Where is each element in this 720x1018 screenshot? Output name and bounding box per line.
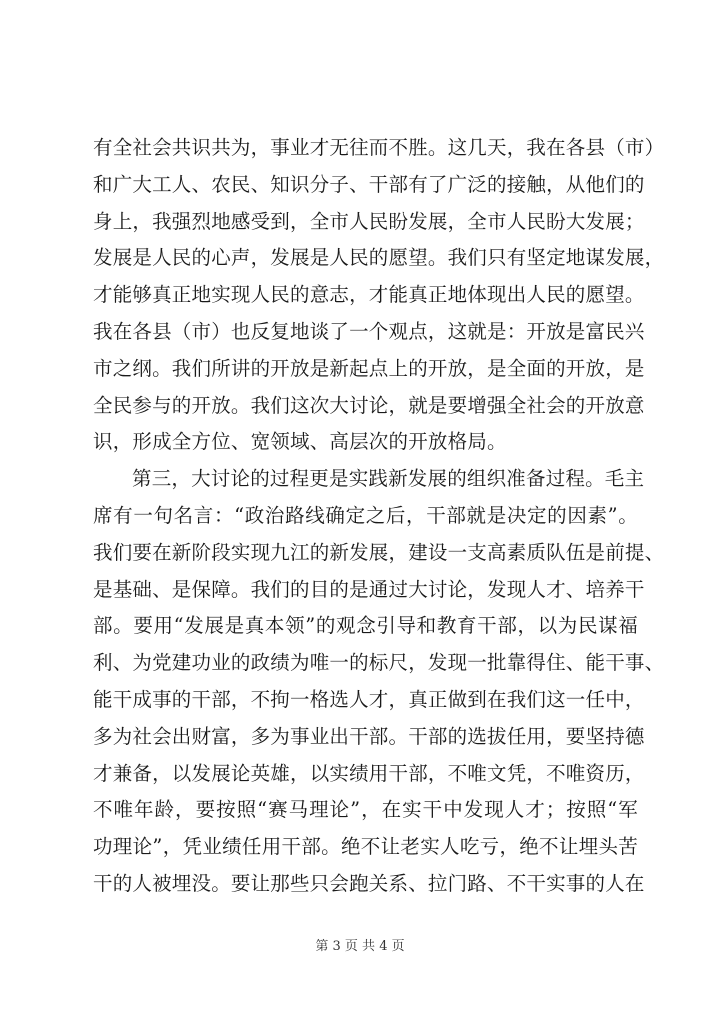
text-line: 多为社会出财富，多为事业出干部。干部的选拔任用，要坚持德: [93, 724, 645, 748]
text-line: 全民参与的开放。我们这次大讨论，就是要增强全社会的开放意: [93, 393, 645, 417]
text-line: 才能够真正地实现人民的意志，才能真正地体现出人民的愿望。: [93, 283, 645, 307]
text-line: 身上，我强烈地感受到，全市人民盼发展，全市人民盼大发展；: [93, 209, 645, 233]
text-line: 功理论”，凭业绩任用干部。绝不让老实人吃亏，绝不让埋头苦: [93, 835, 638, 859]
text-line: 干的人被埋没。要让那些只会跑关系、拉门路、不干实事的人在: [93, 871, 645, 895]
text-line: 我在各县（市）也反复地谈了一个观点，这就是：开放是富民兴: [93, 319, 645, 343]
text-line: 席有一句名言：“政治路线确定之后，干部就是决定的因素”。: [93, 503, 638, 527]
text-line: 和广大工人、农民、知识分子、干部有了广泛的接触，从他们的: [93, 172, 645, 196]
text-line: 是基础、是保障。我们的目的是通过大讨论，发现人才、培养干: [93, 577, 645, 601]
text-line: 我们要在新阶段实现九江的新发展，建设一支高素质队伍是前提、: [93, 540, 665, 564]
text-line: 发展是人民的心声，发展是人民的愿望。我们只有坚定地谋发展，: [93, 246, 665, 270]
text-line: 才兼备，以发展论英雄，以实绩用干部，不唯文凭，不唯资历，: [93, 761, 645, 785]
text-line: 市之纲。我们所讲的开放是新起点上的开放，是全面的开放，是: [93, 356, 645, 380]
text-line: 利、为党建功业的政绩为唯一的标尺，发现一批靠得住、能干事、: [93, 651, 665, 675]
text-line: 能干成事的干部，不拘一格选人才，真正做到在我们这一任中，: [93, 687, 645, 711]
text-line: 有全社会共识共为，事业才无往而不胜。这几天，我在各县（市）: [93, 136, 665, 159]
page-number-footer: 第 3 页 共 4 页: [315, 939, 405, 954]
body-text: [93, 130, 665, 903]
text-line: 部。要用“发展是真本领”的观念引导和教育干部，以为民谋福: [93, 614, 638, 638]
text-line: 第三，大讨论的过程更是实践新发展的组织准备过程。毛主: [132, 467, 645, 491]
text-line: 识，形成全方位、宽领域、高层次的开放格局。: [93, 430, 507, 454]
text-line: 不唯年龄，要按照“赛马理论”，在实干中发现人才；按照“军: [93, 798, 638, 822]
